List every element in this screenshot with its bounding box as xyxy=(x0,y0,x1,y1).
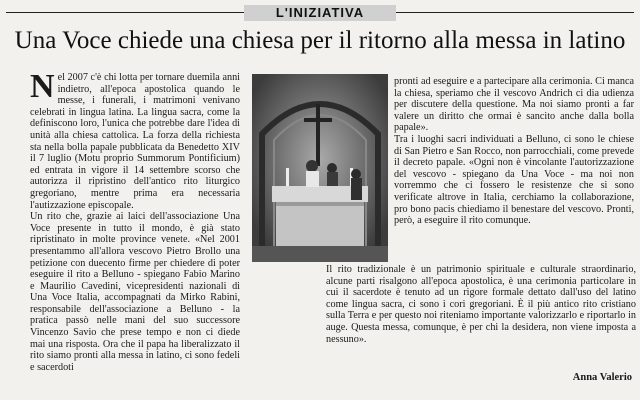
paragraph-1-text: el 2007 c'è chi lotta per tornare duemila anni indietro, all'epoca apostolica quando le messe, i funerali, i matrimoni venivano celebrati in lingua latina. La lingua sacra, come la definiscono loro, l'unica che potrebbe dare l'idea di unità alla chiesa cattolica. La forza della richiesta sta nella bolla papale pubblicata da Benedetto XIV il 7 luglio (Motu proprio Summorum Pontificium) ed entrata in vigore il 14 settembre scorso che autorizza il ripristino dell'antico rito liturgico gregoriano, mentre prima era necessaria l'autizzazione episcopale. xyxy=(30,72,240,211)
article-column-2 xyxy=(394,76,634,227)
church-altar-photo xyxy=(252,74,388,262)
section-rule-left xyxy=(6,12,244,13)
section-rule-right xyxy=(396,12,634,13)
headline: Una Voce chiede una chiesa per il ritorno alla messa in latino xyxy=(14,27,626,54)
article-column-1 xyxy=(30,68,240,373)
paragraph-3: pronti ad eseguire e a partecipare alla cerimonia. Ci manca la chiesa, speriamo che il vescovo Andrich ci dia udienza per discutere della questione. Ma noi siamo pronti a far valere un diritto che ormai è sancito anche dalla bolla papale». xyxy=(394,76,634,134)
author-signature: Anna Valerio xyxy=(572,372,632,383)
paragraph-4: Tra i luoghi sacri individuati a Belluno, ci sono le chiese di San Pietro e San Rocco, non parrocchiali, come prevede il decreto papale. «Ogni non è vincolante l'autorizzazione del vescovo - spiegano da Una Voce - ma noi non vorremmo che ci fossero le resistenze che si sono verificate altrove in Italia, cerchiamo la collaborazione, pro bono pacis chiediamo il benestare del vescovo. Pronti, però, a eseguire il rito comunque. xyxy=(394,133,634,227)
article-column-3 xyxy=(326,264,636,345)
altar-photo-illustration xyxy=(252,74,388,262)
section-label: L'INIZIATIVA xyxy=(244,5,396,21)
section-header xyxy=(0,5,640,21)
paragraph-1 xyxy=(30,68,240,211)
paragraph-5: Il rito tradizionale è un patrimonio spirituale e culturale straordinario, alcune parti risalgono all'epoca apostolica, è una cerimonia particolare in cui il sacerdote è tenuto ad un rigore formale dettato dall'uso del latino come lingua sacra, ci sono i cori gregoriani. È il più antico rito cristiano sulla Terra e per questo noi riteniamo importante valorizzarlo e riportarlo in auge. Questa messa, comunque, è per chi la desidera, non viene imposta a nessuno». xyxy=(326,264,636,345)
paragraph-2: Un rito che, grazie ai laici dell'associazione Una Voce presente in tutto il mondo, è già stato ripristinato in molte province venete. «Nel 2001 presentammo all'allora vescovo Pietro Brollo una petizione con duecento firme per chiedere di poter eseguire il rito a Belluno - spiegano Fabio Marino e Maurilio Cavedini, vicepresidenti nazionali di Una Voce Italia, accompagnati da Mirko Rabini, responsabile dell'associazione a Belluno - la pratica passò nelle mani del suo successore Vincenzo Savio che prese tempo e non ci diede mai una risposta. Ora che il papa ha liberalizzato il rito siamo pronti alla messa in latino, ci sono fedeli e sacerdoti xyxy=(30,211,240,373)
drop-cap: N xyxy=(30,68,55,105)
